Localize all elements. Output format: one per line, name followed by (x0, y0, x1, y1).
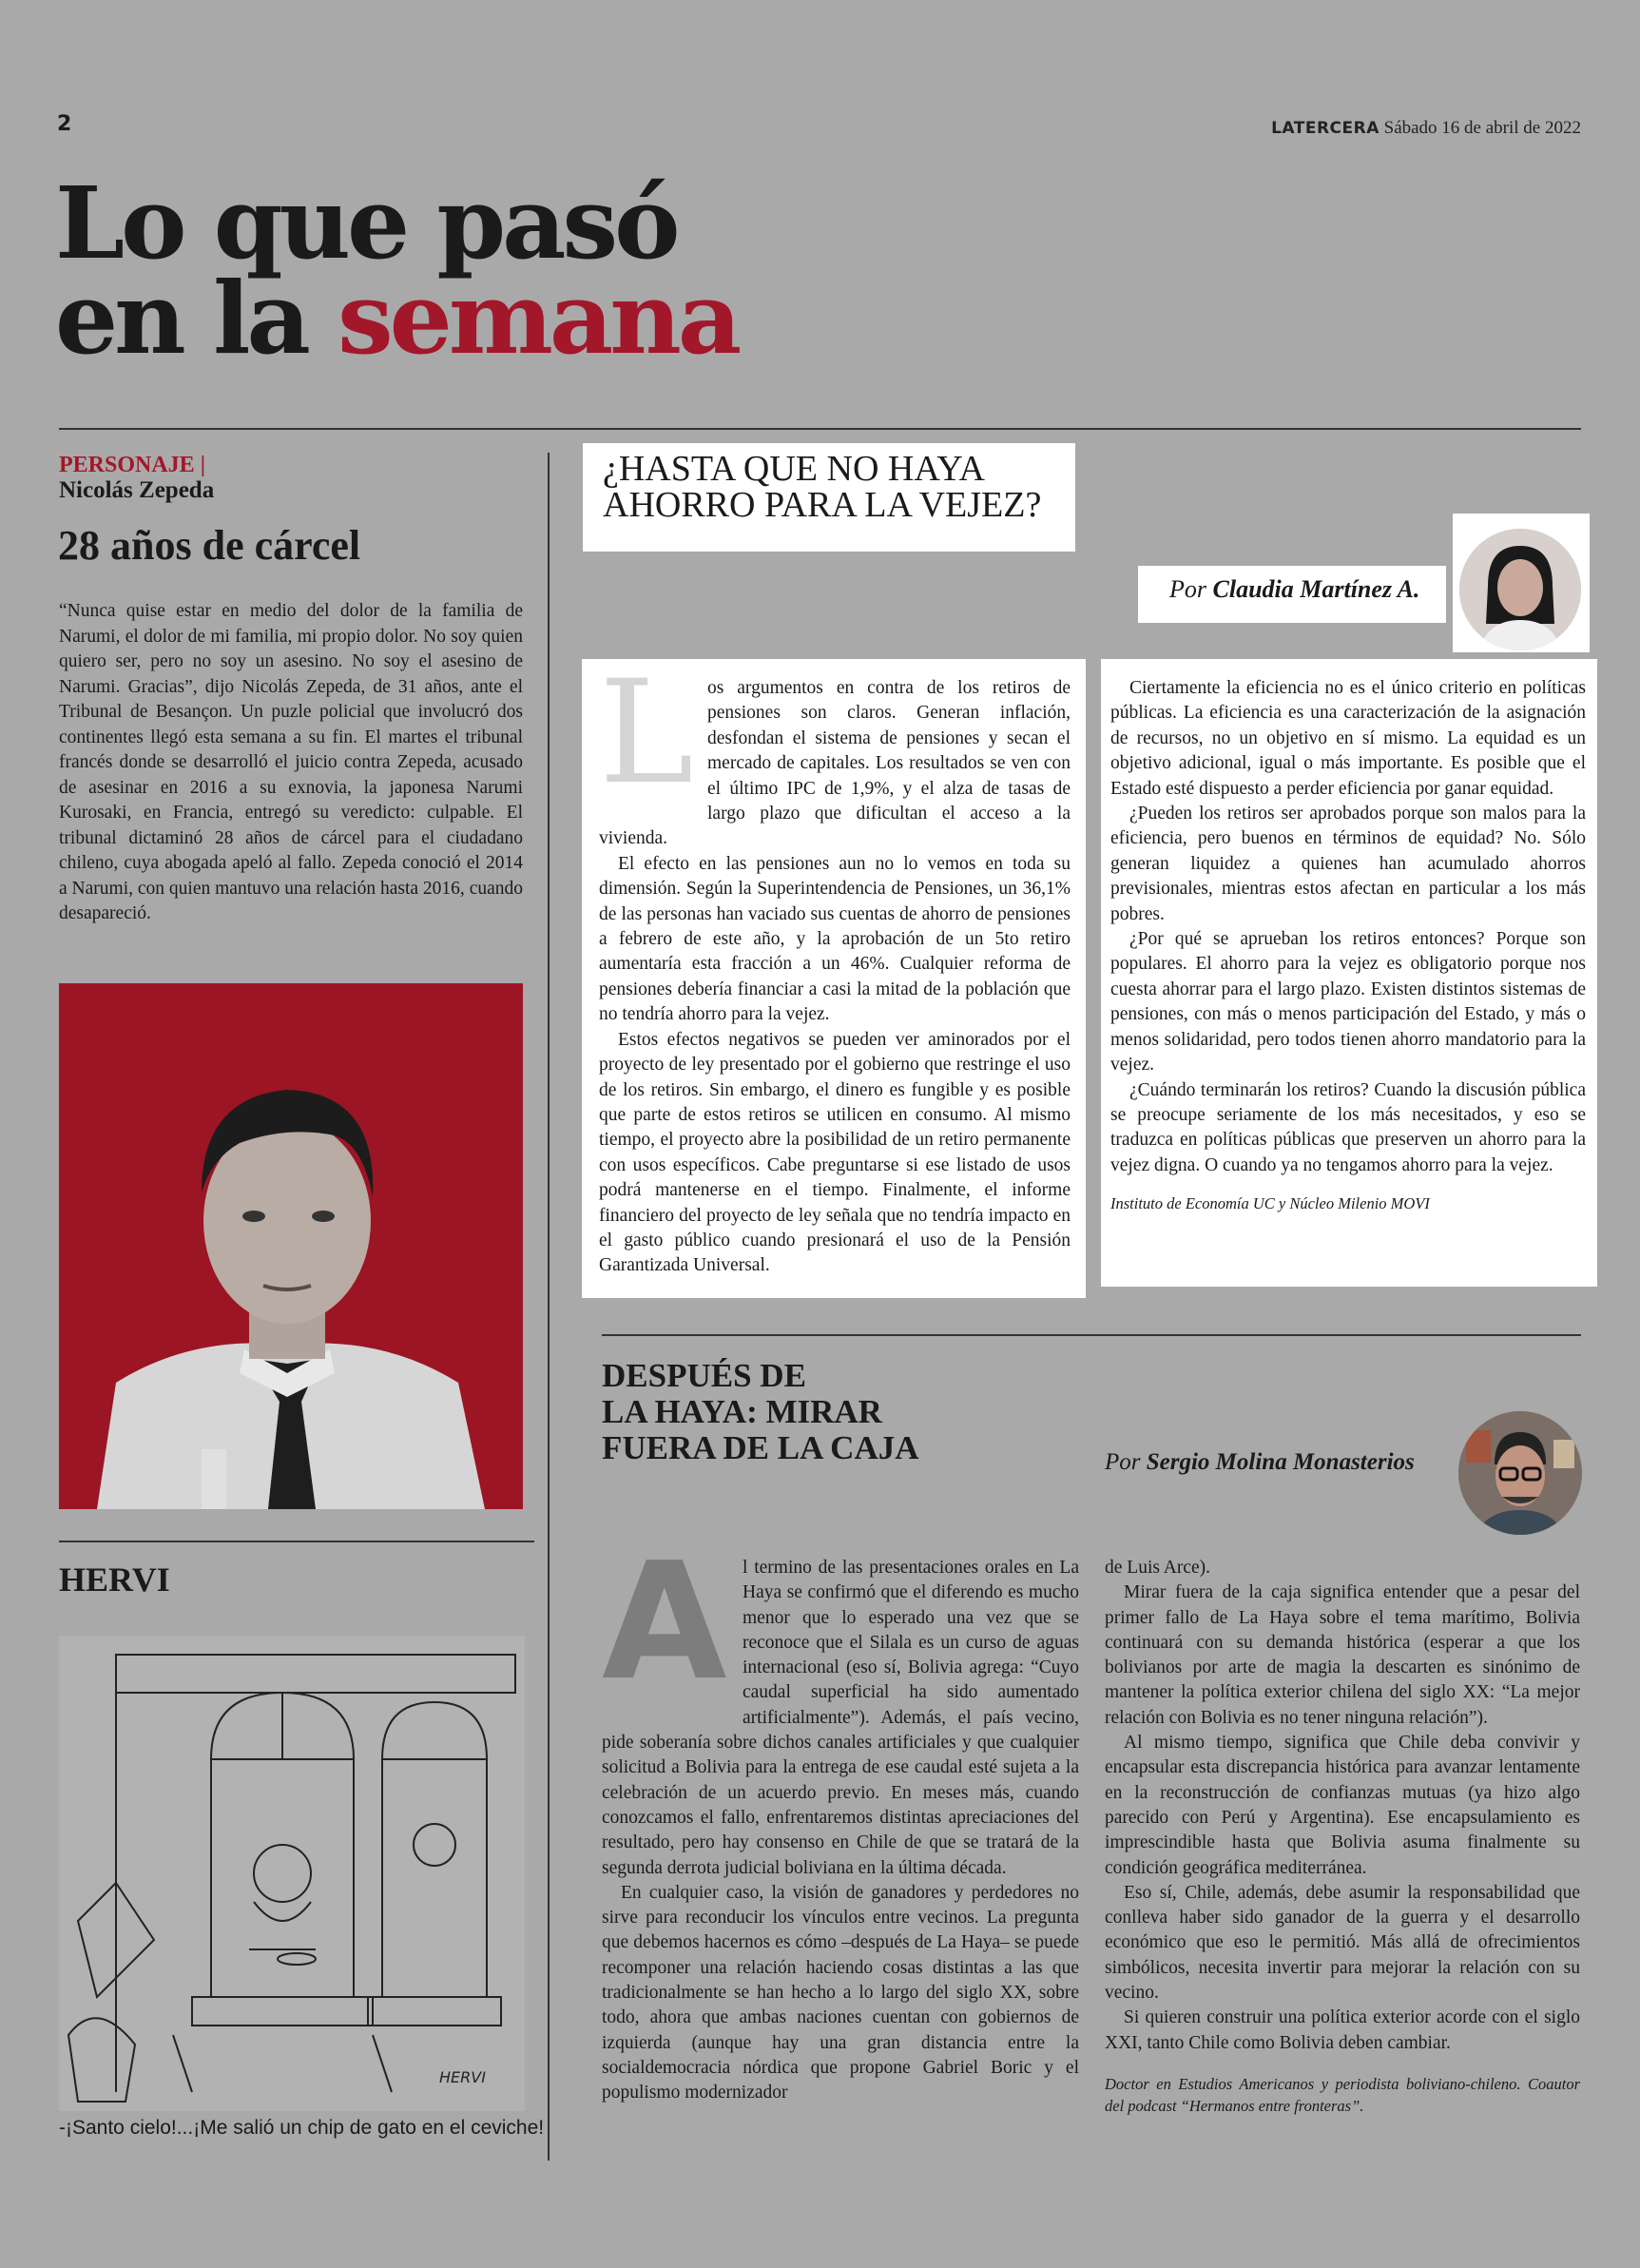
hervi-title: HERVI (59, 1560, 170, 1599)
personaje-body: “Nunca quise estar en medio del dolor de la familia de Narumi, el dolor de mi familia, mi propio dolor. No soy quien quiero ser, pero no soy un asesino. No soy el asesino de Narumi. Gracias”, dijo Nicolás Zepeda, de 31 años, ante el Tribunal de Besançon. Un puzle policial que involucró dos continentes llegó esta semana a su fin. El martes el tribunal francés donde se desarrolló el juicio contra Zepeda, acusado de asesinar en 2016 a su exnovia, la japonesa Narumi Kurosaki, en Francia, entregó su veredicto: culpable. El tribunal dictaminó 28 años de cárcel para el ciudadano chileno, cuya abogada apeló al fallo. Zepeda conoció el 2014 a Narumi, con quien mantuvo una relación hasta 2016, cuando desapareció. (59, 601, 523, 923)
article1-title (603, 451, 1041, 523)
byline-prefix: Por (1169, 575, 1206, 603)
article2-title (602, 1358, 919, 1466)
article1-byline (1169, 575, 1419, 604)
author-portrait (1459, 529, 1581, 650)
article-divider (602, 1334, 1581, 1336)
article1-paragraph: El efecto en las pensiones aun no lo vemos en toda su dimensión. Según la Superintendencia de Pensiones, un 36,1% de las personas han vaciado sus cuentas de ahorro de pensiones a febrero de este año, y la aprobación de un 5to retiro aumentaría esta fracción a un 46%. Cualquier reforma de pensiones debería financiar a casi la mitad de la población que no tendría ahorro para la vejez. (599, 853, 1071, 1025)
issue-date: Sábado 16 de abril de 2022 (1383, 118, 1581, 138)
article1-column-left (582, 650, 1086, 1298)
article2-author: Sergio Molina Monasterios (1146, 1449, 1415, 1475)
article1-paragraph: Estos efectos negativos se pueden ver aminorados por el proyecto de ley presentado por el gobierno que restringe el uso de los retiros. Sin embargo, el dinero es fungible y es posible que parte de estos retiros se utilicen en consumo. Al mismo tiempo, el proyecto abre la posibilidad de un retiro permanente con usos específicos. Cabe preguntarse si ese listado de usos podrá mantenerse en el tiempo. Finalmente, el informe financiero del proyecto de ley señala que no tendría impacto en el gasto público cuando presionará el uso de la Pensión Garantizada Universal. (599, 1029, 1071, 1276)
article1-paragraph: os argumentos en contra de los retiros de pensiones son claros. Generan inflación, desfondan el sistema de pensiones y secan el mercado de capitales. Los resultados se ven con el último IPC de 1,9%, y el alza de tasas de largo plazo que dificultan el acceso a la vivienda. (599, 678, 1071, 849)
article2-title-line2: LA HAYA: MIRAR (602, 1393, 882, 1430)
article1-paragraph: ¿Pueden los retiros ser aprobados porque son malos para la eficiencia, pero buenos en términos de equidad? No. Sólo generan liquidez a quienes han acumulado ahorros previsionales, mientras estos afectan en particular a los más pobres. (1110, 804, 1586, 924)
article2-title-line3: FUERA DE LA CAJA (602, 1429, 919, 1466)
portrait-illustration (59, 983, 523, 1509)
personaje-kicker: PERSONAJE | (59, 453, 205, 477)
article1-author-avatar (1459, 529, 1581, 650)
article2-paragraph: Eso sí, Chile, además, debe asumir la responsabilidad que conlleva haber sido ganador de la guerra y el desarrollo económico que eso le permitió. Más allá de ofrecimientos simbólicos, necesita invertir para mejorar la relación con su vecino. (1105, 1882, 1580, 2004)
page-number: 2 (57, 112, 72, 136)
newspaper-name: LATERCERA (1271, 119, 1380, 138)
article1-title-line2: AHORRO PARA LA VEJEZ? (603, 485, 1042, 525)
cartoon-drawing (59, 1636, 525, 2111)
personaje-title: 28 años de cárcel (58, 522, 361, 569)
top-divider (59, 428, 1581, 430)
hervi-caption: -¡Santo cielo!...¡Me salió un chip de gato en el ceviche! (59, 2117, 545, 2139)
article2-paragraph: En cualquier caso, la visión de ganadores y perdedores no sirve para reconducir los vínculos entre vecinos. La pregunta que debemos hacernos es cómo –después de La Haya– se puede recomponer una relación haciendo cosas distintas a las que tradicionalmente se han hecho a lo largo del siglo XX, sobre todo, ahora que ambas naciones cuentan con gobiernos de izquierda (aunque hay una gran distancia entre la socialdemocracia nórdica que propone Gabriel Boric y el populismo modernizador (602, 1882, 1079, 2103)
article1-title-line1: ¿HASTA QUE NO HAYA (603, 449, 985, 489)
author-portrait (1458, 1411, 1582, 1535)
article2-dropcap: A (602, 1528, 727, 1716)
article2-paragraph: Al mismo tiempo, significa que Chile deba convivir y encapsular esta discrepancia histórica para avanzar lentamente en la reconstrucción de confianzas mutuas (ya hizo algo parecido con Perú y Argentina). Ese encapsulamiento es imprescindible hasta que Bolivia asuma finalmente su condición geográfica mediterránea. (1105, 1733, 1580, 1878)
article2-column-right (1105, 1556, 1580, 2117)
section-headline (55, 165, 739, 377)
article2-author-note: Doctor en Estudios Americanos y periodista boliviano-chileno. Coautor del podcast “Hermanos entre fronteras”. (1105, 2074, 1580, 2115)
article2-paragraph: Si quieren construir una política exterior acorde con el siglo XXI, tanto Chile como Bolivia deben cambiar. (1105, 2007, 1580, 2053)
article2-author-avatar (1458, 1411, 1582, 1535)
article1-author-note: Instituto de Economía UC y Núcleo Milenio MOVI (1110, 1194, 1430, 1213)
article2-paragraph: de Luis Arce). (1105, 1558, 1211, 1578)
article1-author: Claudia Martínez A. (1212, 575, 1420, 603)
personaje-name: Nicolás Zepeda (59, 477, 215, 503)
article1-dropcap: L (599, 650, 694, 816)
article1-column-right (1101, 659, 1597, 1287)
masthead (1271, 118, 1581, 139)
headline-line2 (55, 260, 739, 377)
column-divider (548, 453, 550, 2161)
article1-paragraph: ¿Por qué se aprueban los retiros entonces? Porque son populares. El ahorro para la vejez es obligatorio porque nos cuesta ahorrar para el largo plazo. Existen distintos sistemas de pensiones, con más o menos participación del Estado, y más o menos solidaridad, pero todos tienen ahorro mandatorio para la vejez. (1110, 929, 1586, 1076)
cartoon-signature: HERVI (439, 2068, 486, 2086)
hervi-cartoon (59, 1636, 525, 2111)
byline-prefix: Por (1105, 1449, 1141, 1475)
article1-paragraph: Ciertamente la eficiencia no es el único criterio en políticas públicas. La eficiencia es una caracterización de la asignación de recursos, no un objetivo en sí mismo. La equidad es un objetivo adicional, igual o más importante. Es posible que el Estado esté dispuesto a perder eficiencia por ganar equidad. (1110, 678, 1586, 799)
headline-accent: semana (338, 260, 739, 377)
article2-paragraph: Mirar fuera de la caja significa entender que a pesar del primer fallo de La Haya sobre el tema marítimo, Bolivia continuará con su demanda histórica (esperar a que los bolivianos por arte de magia la descarten es sinónimo de mantener la política exterior chilena del siglo XX: “La mejor relación con Bolivia es no tener ninguna relación”). (1105, 1582, 1580, 1728)
headline-line2-prefix: en la (55, 260, 307, 377)
article2-byline (1105, 1449, 1415, 1476)
hervi-divider (59, 1541, 534, 1542)
article2-title-line1: DESPUÉS DE (602, 1357, 806, 1394)
article2-paragraph: l termino de las presentaciones orales en La Haya se confirmó que el diferendo es mucho menor que lo esperado una vez que se reconoce que el Silala es un curso de aguas internacional (eso sí, Bolivia agrega: “Cuyo caudal superficial ha sido aumentado artificialmente”). Además, el país vecino, pide soberanía sobre dichos canales artificiales y que cualquier solicitud a Bolivia para la entrega de ese caudal esté sujeta a la celebración de un acuerdo previo. En meses más, cuando conozcamos el fallo, enfrentaremos distintas apreciaciones del resultado, pero hay consenso en Chile de que se tratará de la segunda derrota judicial boliviana en la última década. (602, 1558, 1079, 1878)
headline-line1: Lo que pasó (55, 165, 677, 281)
personaje-photo (59, 983, 523, 1509)
article2-column-left (602, 1528, 1079, 2106)
article1-paragraph: ¿Cuándo terminarán los retiros? Cuando la discusión pública se preocupe seriamente de los más necesitados, y eso se traduzca en políticas públicas que preserven un ahorro para la vejez digna. O cuando ya no tengamos ahorro para la vejez. (1110, 1079, 1586, 1175)
